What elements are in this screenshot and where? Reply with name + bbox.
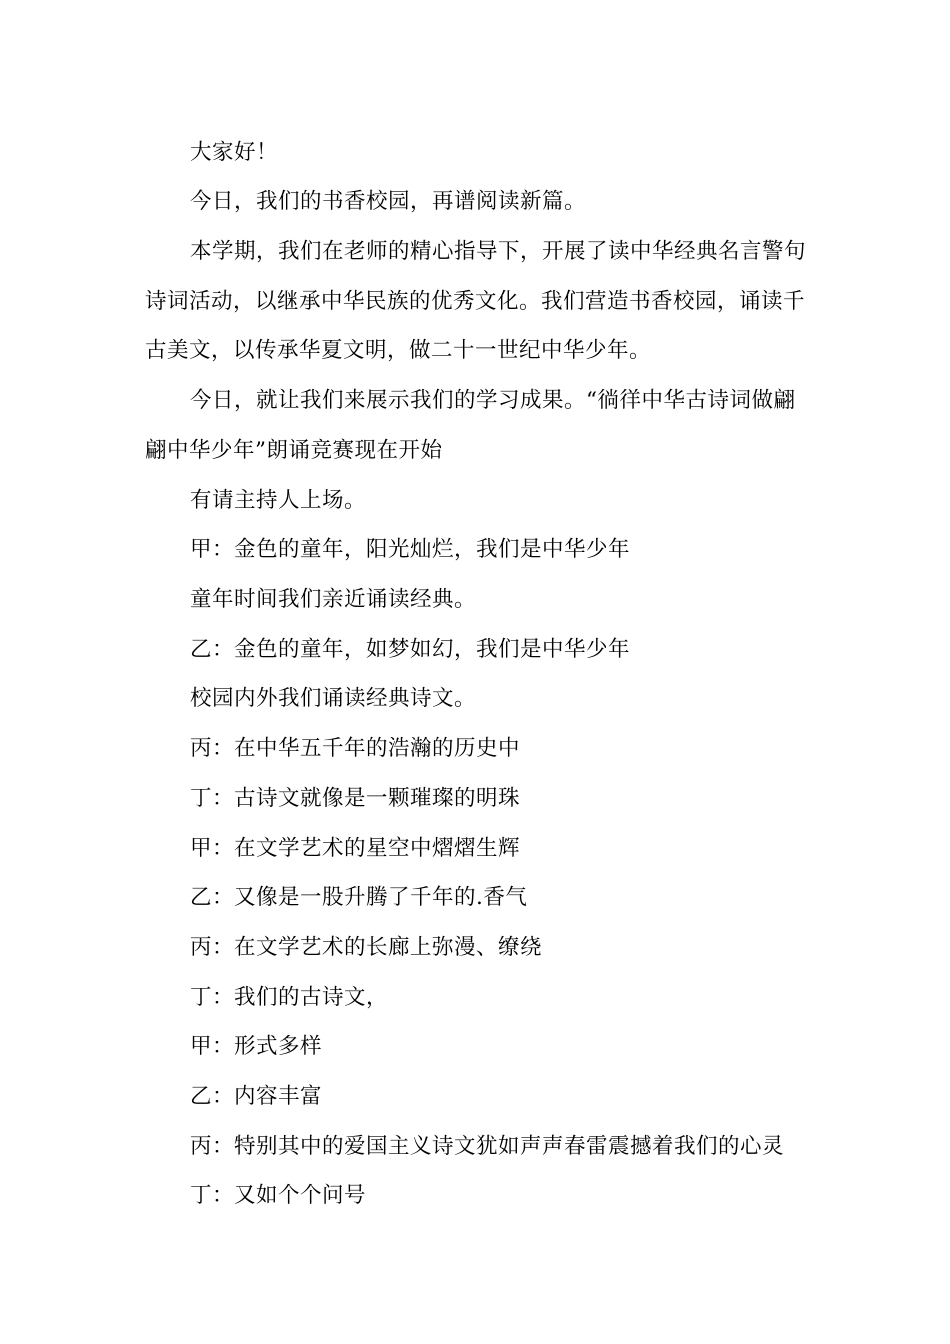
script-line: 乙：内容丰富 [190, 1084, 323, 1109]
script-line: 丁：古诗文就像是一颗璀璨的明珠 [190, 786, 521, 811]
script-line: 甲：金色的童年，阳光灿烂，我们是中华少年 [190, 537, 631, 562]
script-line: 校园内外我们诵读经典诗文。 [190, 686, 477, 711]
script-line: 丙：在中华五千年的浩瀚的历史中 [190, 736, 521, 761]
script-line: 乙：又像是一股升腾了千年的.香气 [190, 885, 528, 910]
script-line: 丁：我们的古诗文， [190, 985, 389, 1010]
contest-start-paragraph: 今日，就让我们来展示我们的学习成果。“徜徉中华古诗词做翩翩中华少年”朗诵竞赛现在开始 [145, 388, 796, 463]
greeting-paragraph: 大家好！ [190, 140, 279, 165]
intro-paragraph: 今日，我们的书香校园，再谱阅读新篇。 [190, 189, 587, 214]
script-line: 丙：在文学艺术的长廊上弥漫、缭绕 [190, 935, 543, 960]
semester-paragraph: 本学期，我们在老师的精心指导下，开展了读中华经典名言警句诗词活动，以继承中华民族的优秀文化。我们营造书香校园，诵读千古美文，以传承华夏文明，做二十一世纪中华少年。 [145, 239, 807, 364]
script-line: 丁：又如个个问号 [190, 1183, 367, 1208]
script-line: 乙：金色的童年，如梦如幻，我们是中华少年 [190, 637, 631, 662]
host-invite-paragraph: 有请主持人上场。 [190, 488, 367, 513]
script-line: 甲：形式多样 [190, 1034, 323, 1059]
script-line: 丙：特别其中的爱国主义诗文犹如声声春雷震撼着我们的心灵 [190, 1134, 785, 1159]
script-line: 童年时间我们亲近诵读经典。 [190, 587, 477, 612]
script-line: 甲：在文学艺术的星空中熠熠生辉 [190, 836, 521, 861]
